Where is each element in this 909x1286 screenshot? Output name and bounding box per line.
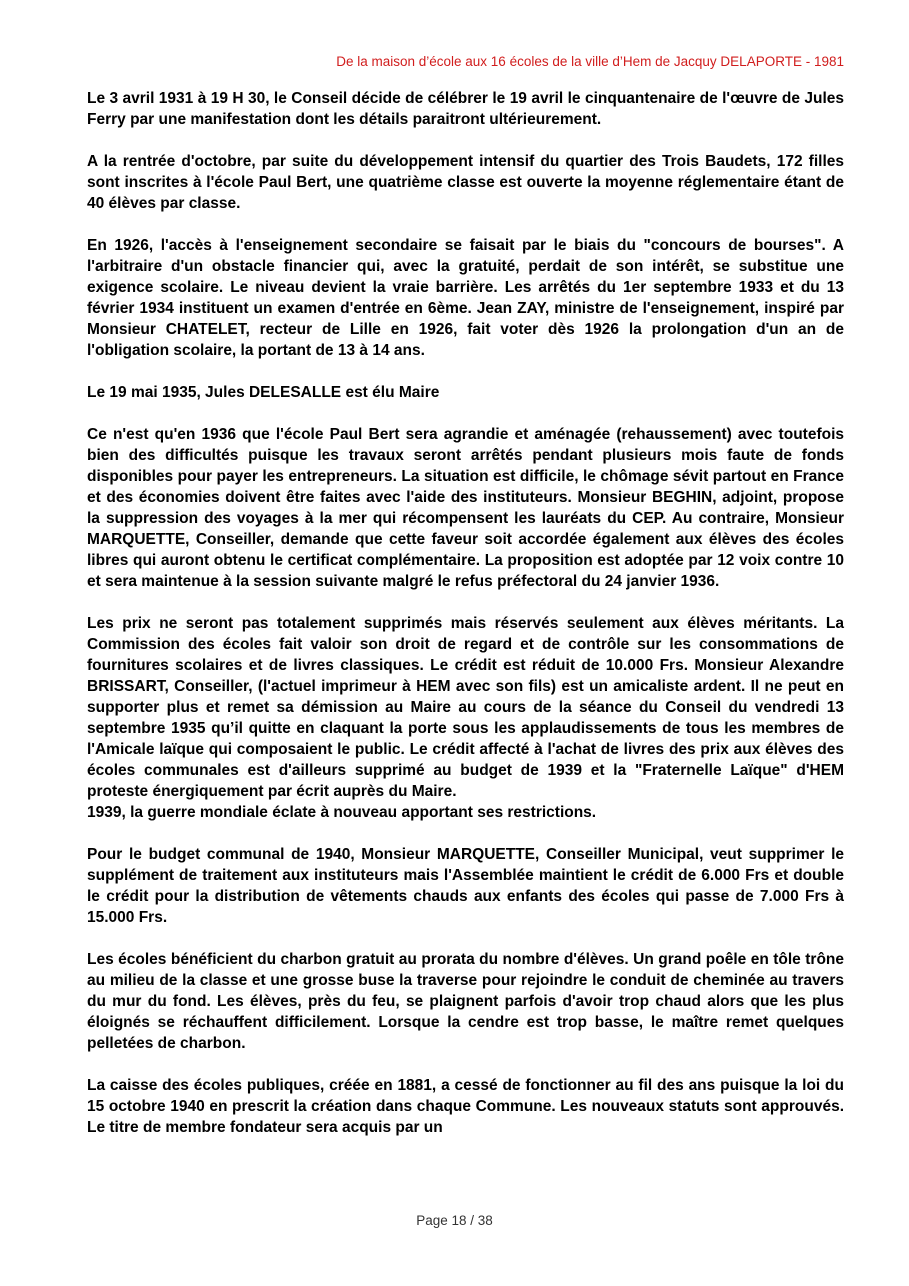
page-number: Page 18 / 38 [416,1213,493,1228]
paragraph: 1939, la guerre mondiale éclate à nouveau apportant ses restrictions. [87,804,597,821]
paragraph: Le 19 mai 1935, Jules DELESALLE est élu Maire [87,384,440,401]
paragraph: Ce n'est qu'en 1936 que l'école Paul Bert sera agrandie et aménagée (rehaussement) avec toutefois bien des difficultés puisque les travaux seront arrêtés pendant plusieurs mois faute de fonds disponibles pour payer les entrepreneurs. La situation est difficile, le chômage sévit partout en France et des économies doivent être faites avec l'aide des instituteurs. Monsieur BEGHIN, adjoint, propose la suppression des voyages à la mer qui récompensent les lauréats du CEP. Au contraire, Monsieur MARQUETTE, Conseiller, demande que cette faveur soit accordée également aux élèves des écoles libres qui auront obtenu le certificat complémentaire. La proposition est adoptée par 12 voix contre 10 et sera maintenue à la session suivante malgré le refus préfectoral du 24 janvier 1936. [87,426,844,590]
paragraph: Le 3 avril 1931 à 19 H 30, le Conseil décide de célébrer le 19 avril le cinquantenaire de l'œuvre de Jules Ferry par une manifestation dont les détails paraitront ultérieurement. [87,90,844,128]
paragraph: En 1926, l'accès à l'enseignement secondaire se faisait par le biais du "concours de bourses". A l'arbitraire d'un obstacle financier qui, avec la gratuité, perdait de son intérêt, se substitue une exigence scolaire. Le niveau devient la vraie barrière. Les arrêtés du 1er septembre 1933 et du 13 février 1934 instituent un examen d'entrée en 6ème. Jean ZAY, ministre de l'enseignement, inspiré par Monsieur CHATELET, recteur de Lille en 1926, fait voter dès 1926 la prolongation d'un an de l'obligation scolaire, la portant de 13 à 14 ans. [87,237,844,359]
running-header: De la maison d’école aux 16 écoles de la ville d’Hem de Jacquy DELAPORTE - 1981 [336,54,844,69]
paragraph: A la rentrée d'octobre, par suite du développement intensif du quartier des Trois Baudets, 172 filles sont inscrites à l'école Paul Bert, une quatrième classe est ouverte la moyenne réglementaire étant de 40 élèves par classe. [87,153,844,212]
paragraph: Pour le budget communal de 1940, Monsieur MARQUETTE, Conseiller Municipal, veut supprimer le supplément de traitement aux instituteurs mais l'Assemblée maintient le crédit de 6.000 Frs et double le crédit pour la distribution de vêtements chauds aux enfants des écoles qui passe de 7.000 Frs à 15.000 Frs. [87,846,844,926]
body-text [87,88,844,1159]
paragraph: Les prix ne seront pas totalement supprimés mais réservés seulement aux élèves méritants. La Commission des écoles fait valoir son droit de regard et de contrôle sur les consommations de fournitures scolaires et de livres classiques. Le crédit est réduit de 10.000 Frs. Monsieur Alexandre BRISSART, Conseiller, (l'actuel imprimeur à HEM avec son fils) est un amicaliste ardent. Il ne peut en supporter plus et remet sa démission au Maire au cours de la séance du Conseil du vendredi 13 septembre 1935 qu’il quitte en claquant la porte sous les applaudissements de tous les membres de l'Amicale laïque qui composaient le public. Le crédit affecté à l'achat de livres des prix aux élèves des écoles communales est d'ailleurs supprimé au budget de 1939 et la "Fraternelle Laïque" d'HEM proteste énergiquement par écrit auprès du Maire. [87,615,844,800]
paragraph: Les écoles bénéficient du charbon gratuit au prorata du nombre d'élèves. Un grand poêle en tôle trône au milieu de la classe et une grosse buse la traverse pour rejoindre le conduit de cheminée au travers du mur du fond. Les élèves, près du feu, se plaignent parfois d'avoir trop chaud alors que les plus éloignés se réchauffent difficilement. Lorsque la cendre est trop basse, le maître remet quelques pelletées de charbon. [87,951,844,1052]
paragraph: La caisse des écoles publiques, créée en 1881, a cessé de fonctionner au fil des ans puisque la loi du 15 octobre 1940 en prescrit la création dans chaque Commune. Les nouveaux statuts sont approuvés. Le titre de membre fondateur sera acquis par un [87,1077,844,1136]
